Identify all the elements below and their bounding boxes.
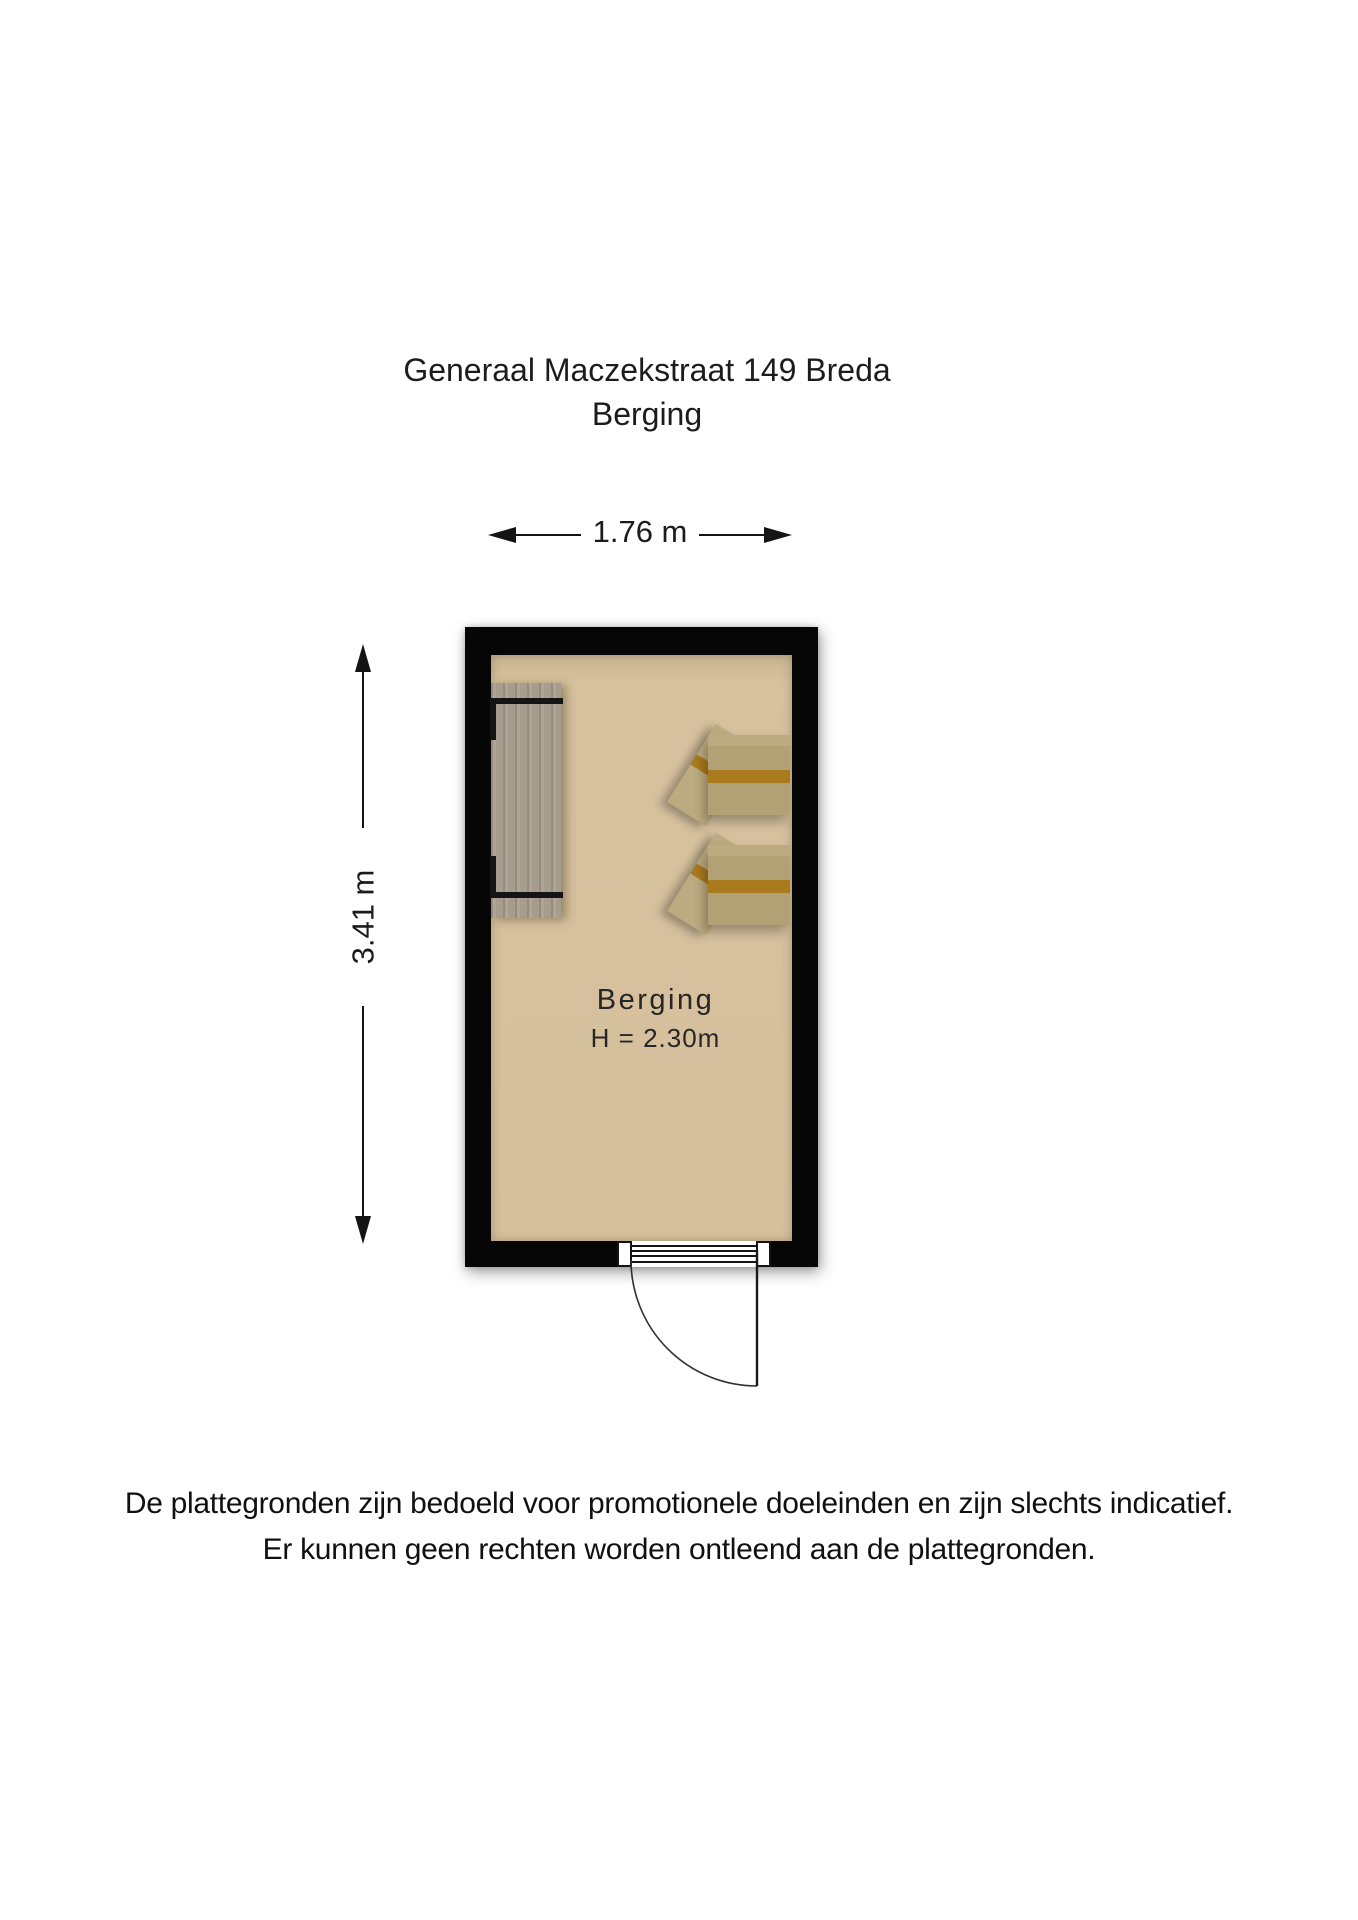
storage-box-1 [708,735,790,815]
arrow-up-icon [355,644,371,672]
door-swing-arc-icon [629,1248,761,1390]
dimension-line-top [362,672,364,828]
threshold-line [632,1245,756,1247]
storage-box-2-stripe [708,880,790,893]
dimension-line-right [699,534,764,536]
shelf-bracket-bottom [490,892,563,898]
disclaimer-line-2: Er kunnen geen rechten worden ontleend aan de plattegronden. [262,1533,1096,1566]
height-dimension-label: 3.41 m [345,869,380,965]
footer-disclaimer [0,1481,1358,1573]
arrow-down-icon [355,1216,371,1244]
arrow-right-icon [764,527,792,543]
room-label [505,984,806,1054]
room-name: Berging [596,984,715,1016]
storage-box-1-stripe [708,770,790,783]
page-title: Generaal Maczekstraat 149 Breda [403,352,891,388]
dimension-line-bottom [362,1006,364,1216]
shelf-bracket-top [490,698,563,704]
arrow-left-icon [488,527,516,543]
room-height-label: H = 2.30m [590,1023,721,1053]
height-dimension [345,644,380,1244]
width-dimension-label: 1.76 m [592,514,688,549]
shelf-bracket-top-side [490,698,496,740]
floorplan [465,627,818,1267]
page-subtitle: Berging [591,396,703,432]
disclaimer-line-1: De plattegronden zijn bedoeld voor promotionele doeleinden en zijn slechts indicatief. [124,1487,1234,1520]
title-block [286,348,1008,436]
height-dimension-label-wrap [316,828,411,1006]
dimension-line-left [516,534,581,536]
width-dimension [488,514,792,552]
shelf [491,683,561,918]
storage-box-2 [708,845,790,925]
